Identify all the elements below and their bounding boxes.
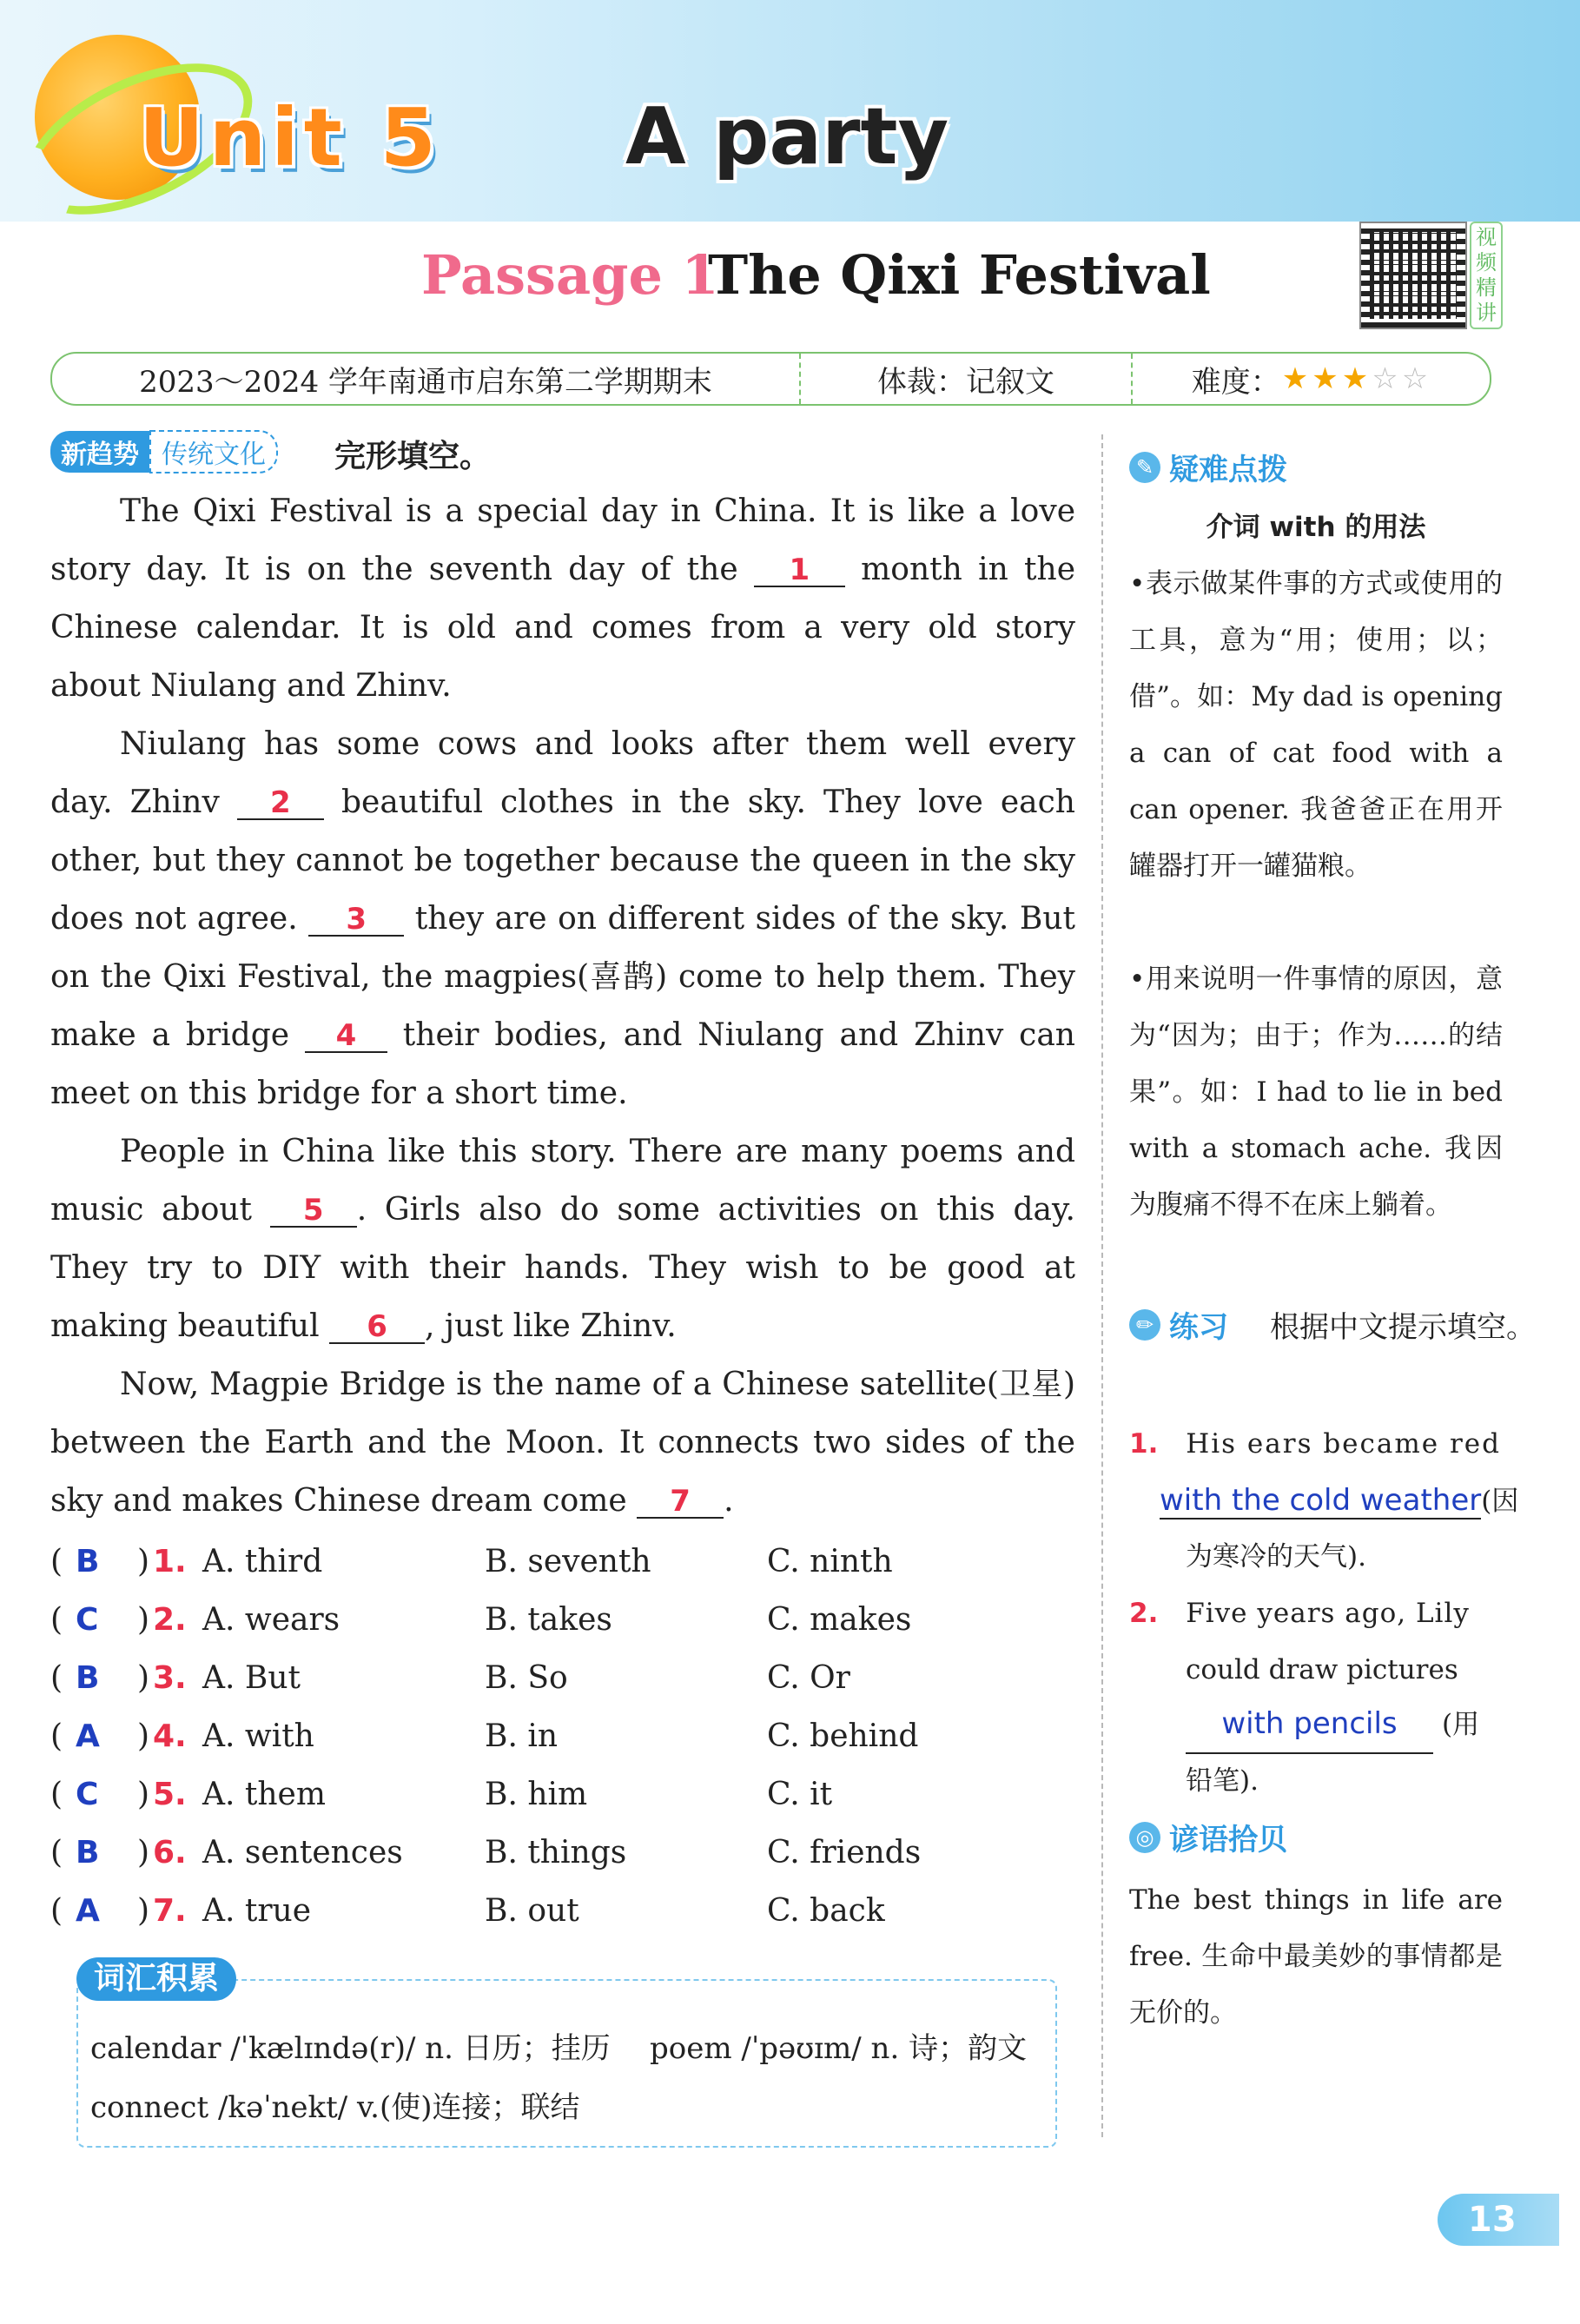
paragraph-2: Niulang has some cows and looks after them well every day. Zhinv 2 beautiful clothes in the sky. They love each other, but they cannot be together because the queen in the sky does not agree. 3 they are on different sides of the sky. But on the Qixi Festival, the magpies(喜鹊) come to help them. They make a bridge 4 their bodies, and Niulang and Zhinv can meet on this bridge for a short time. <box>50 726 1075 1111</box>
blank-5[interactable]: 5 <box>270 1195 357 1228</box>
question-row <box>50 1766 1075 1824</box>
exercise-1-answer[interactable]: with the cold weather <box>1160 1483 1482 1518</box>
option-c[interactable]: C. friends <box>767 1835 922 1870</box>
option-b[interactable]: B. in <box>485 1718 559 1754</box>
option-b[interactable]: B. him <box>485 1777 588 1812</box>
page-number: 13 <box>1438 2194 1559 2246</box>
paragraph-3: People in China like this story. There are many poems and music about 5 . Girls also do some activities on this day. They try to DIY with their hands. They wish to be good at making beautiful 6 , just like Zhinv. <box>50 1134 1075 1344</box>
question-number: 5. <box>153 1777 187 1812</box>
difficulty <box>1133 354 1489 404</box>
question-number: 1. <box>153 1544 187 1579</box>
answer-letter: B <box>76 1660 100 1696</box>
paragraph-1: The Qixi Festival is a special day in China. It is like a love story day. It is on the seventh day of the 1 month in the Chinese calendar. It is old and comes from a very old story about Niulang and Zhinv. <box>50 493 1075 704</box>
exercise-2-line-2: could draw pictures <box>1186 1654 1458 1685</box>
question-row <box>50 1883 1075 1940</box>
exam-source: 2023～2024 学年南通市启东第二学期期末 <box>139 364 712 400</box>
star-icon: ★ <box>1312 361 1339 396</box>
blank-6[interactable]: 6 <box>329 1311 425 1344</box>
exercise-1-answer-line: with the cold weather(因 <box>1160 1483 1519 1518</box>
answer-bracket[interactable]: ( B ) <box>50 1544 150 1579</box>
answer-bracket[interactable]: ( B ) <box>50 1660 150 1696</box>
option-a[interactable]: A. sentences <box>202 1835 403 1870</box>
paragraph-4: Now, Magpie Bridge is the name of a Chinese satellite(卫星) between the Earth and the Moon. It connects two sides of the sky and makes Chinese dream come 7 . <box>50 1367 1075 1519</box>
qr-code-icon[interactable] <box>1359 222 1467 329</box>
question-number: 4. <box>153 1718 187 1754</box>
answer-letter: C <box>76 1602 99 1638</box>
option-b[interactable]: B. things <box>485 1835 627 1870</box>
shell-icon: ◎ <box>1129 1822 1160 1853</box>
star-icon: ★ <box>1281 361 1309 396</box>
question-row <box>50 1592 1075 1649</box>
column-divider <box>1101 434 1103 2137</box>
star-icon: ★ <box>1341 361 1369 396</box>
practice-instruction: 根据中文提示填空。 <box>1270 1310 1536 1345</box>
answer-letter: A <box>76 1718 100 1754</box>
tip-2: •用来说明一件事情的原因，意为“因为；由于；作为……的结果”。如：I had to lie in bed with a stomach ache. 我因为腹痛不得不在床上躺着。 <box>1129 963 1503 1221</box>
blank-4[interactable]: 4 <box>305 1020 387 1053</box>
blank-2[interactable]: 2 <box>237 787 324 820</box>
task-instruction: 完形填空。 <box>334 439 492 474</box>
question-number: 6. <box>153 1835 187 1870</box>
option-a[interactable]: A. them <box>202 1777 326 1812</box>
option-c[interactable]: C. makes <box>767 1602 912 1638</box>
practice-header: ✏ 练习 根据中文提示填空。 <box>1129 1303 1536 1346</box>
tips-heading: 介词 with 的用法 <box>1206 512 1426 543</box>
question-row <box>50 1533 1075 1591</box>
answer-bracket[interactable]: ( A ) <box>50 1893 150 1929</box>
answer-letter: A <box>76 1893 100 1929</box>
option-c[interactable]: C. it <box>767 1777 833 1812</box>
exercise-2: 2. Five years ago, Lily <box>1129 1598 1470 1629</box>
blank-1[interactable]: 1 <box>754 554 845 587</box>
answer-bracket[interactable]: ( C ) <box>50 1602 150 1638</box>
trend-badge-sub: 传统文化 <box>149 430 278 473</box>
question-number: 7. <box>153 1893 187 1929</box>
exercise-2-answer[interactable]: with pencils <box>1186 1696 1433 1754</box>
proverb-header: ◎ 谚语拾贝 <box>1129 1816 1287 1858</box>
tips-header: ✎ 疑难点拨 <box>1129 446 1287 488</box>
answer-bracket[interactable]: ( B ) <box>50 1835 150 1870</box>
option-a[interactable]: A. with <box>202 1718 314 1754</box>
question-number: 3. <box>153 1660 187 1696</box>
option-b[interactable]: B. out <box>485 1893 579 1929</box>
vocab-title: 词汇积累 <box>76 1957 236 2001</box>
vocab-poem: poem /ˈpəʊɪm/ n. 诗；韵文 <box>650 2031 1028 2066</box>
blank-7[interactable]: 7 <box>637 1486 724 1519</box>
trend-badge-main: 新趋势 <box>50 431 149 473</box>
answer-letter: B <box>76 1835 100 1870</box>
lightbulb-icon: ✎ <box>1129 452 1160 483</box>
difficulty-stars <box>1280 361 1430 396</box>
option-c[interactable]: C. Or <box>767 1660 850 1696</box>
unit-subtitle: A party <box>625 91 949 182</box>
tip-1: •表示做某件事的方式或使用的工具，意为“用；使用；以；借”。如：My dad is opening a can of cat food with a can opener. 我爸爸正在用开罐器打开一罐猫粮。 <box>1129 568 1503 882</box>
star-icon: ☆ <box>1401 361 1429 396</box>
option-a[interactable]: A. true <box>202 1893 312 1929</box>
option-a[interactable]: A. third <box>202 1544 323 1579</box>
exercise-1-hint: 为寒冷的天气). <box>1186 1541 1366 1573</box>
blank-3[interactable]: 3 <box>308 904 404 937</box>
option-c[interactable]: C. behind <box>767 1718 919 1754</box>
passage-title: The Qixi Festival <box>708 243 1211 307</box>
pencil-icon: ✏ <box>1129 1309 1160 1341</box>
option-a[interactable]: A. wears <box>202 1602 340 1638</box>
exercise-2-hint: 铅笔). <box>1186 1765 1259 1797</box>
question-row <box>50 1824 1075 1882</box>
option-c[interactable]: C. ninth <box>767 1544 893 1579</box>
difficulty-label: 难度： <box>1191 364 1280 400</box>
exercise-2-answer-line: with pencils (用 <box>1186 1696 1559 1752</box>
genre: 体裁：记叙文 <box>877 364 1054 400</box>
vocab-connect: connect /kəˈnekt/ v.(使)连接；联结 <box>90 2090 580 2125</box>
video-lecture-label: 视频精讲 <box>1470 222 1503 329</box>
answer-letter: C <box>76 1777 99 1812</box>
trend-badge <box>50 432 278 472</box>
question-number: 2. <box>153 1602 187 1638</box>
option-b[interactable]: B. So <box>485 1660 568 1696</box>
passage-label: Passage 1 <box>421 243 719 307</box>
answer-bracket[interactable]: ( A ) <box>50 1718 150 1754</box>
option-a[interactable]: A. But <box>202 1660 301 1696</box>
option-b[interactable]: B. seventh <box>485 1544 651 1579</box>
vocab-calendar: calendar /ˈkælɪndə(r)/ n. 日历；挂历 <box>90 2031 611 2066</box>
star-icon: ☆ <box>1372 361 1398 396</box>
option-b[interactable]: B. takes <box>485 1602 612 1638</box>
answer-letter: B <box>76 1544 100 1579</box>
option-c[interactable]: C. back <box>767 1893 885 1929</box>
proverb-text: The best things in life are free. 生命中最美妙的事情都是无价的。 <box>1129 1884 1503 2029</box>
exercise-1: 1. His ears became red <box>1129 1428 1501 1460</box>
answer-bracket[interactable]: ( C ) <box>50 1777 150 1812</box>
question-row <box>50 1650 1075 1707</box>
info-bar <box>50 352 1491 406</box>
unit-title: Unit 5 <box>139 91 441 184</box>
question-row <box>50 1708 1075 1765</box>
